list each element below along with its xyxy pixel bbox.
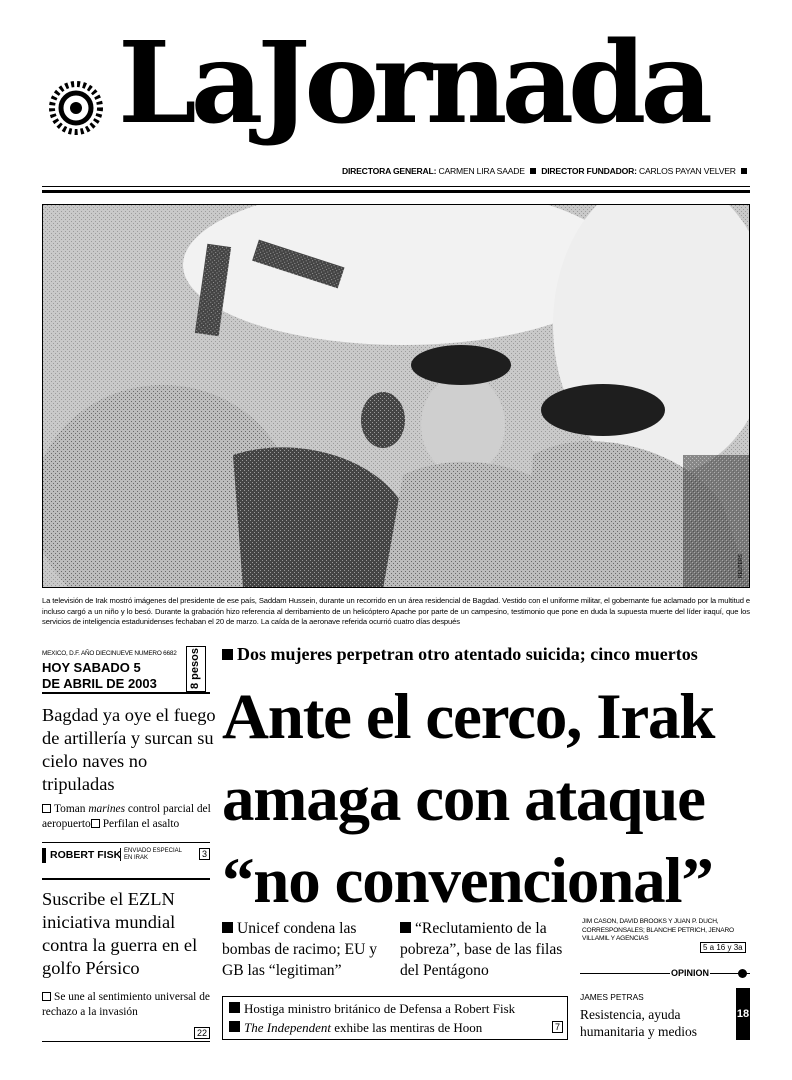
fisk-role-1: ENVIADO ESPECIAL [124, 848, 183, 854]
directora-label: DIRECTORA GENERAL: [341, 166, 437, 176]
date-box [42, 646, 210, 694]
kicker-headline[interactable] [222, 644, 698, 665]
bullet-square-icon [400, 922, 411, 933]
fisk-bar [42, 848, 46, 863]
opinion-dot-icon [738, 969, 747, 978]
opinion-author: JAMES PETRAS [580, 992, 644, 1002]
bagdad-subhead [42, 802, 214, 831]
bagdad-sub-1: Toman [54, 803, 86, 815]
price-box [186, 646, 206, 692]
bullet-box-icon [42, 992, 51, 1001]
opinion-page-number: 18 [736, 1008, 750, 1020]
fisk-byline[interactable] [42, 847, 210, 867]
divider [42, 842, 210, 843]
reclutamiento-text: “Reclutamiento de la pobreza”, base de las filas del Pentágono [400, 920, 563, 979]
masthead-title: LaJornada [118, 18, 707, 149]
bagdad-sub-italic: marines [88, 803, 126, 815]
main-headline[interactable] [222, 676, 750, 922]
fundador-name: CARLOS PAYAN VELVER [638, 166, 736, 176]
story-1-text: Hostiga ministro británico de Defensa a Robert Fisk [244, 1001, 516, 1016]
reclutamiento-headline[interactable] [400, 918, 570, 981]
story-2-page-ref[interactable]: 7 [552, 1021, 563, 1033]
authors-page-ref[interactable]: 5 a 16 y 3a [700, 942, 746, 953]
kicker-text: Dos mujeres perpetran otro atentado suicida; cinco muertos [237, 644, 698, 664]
ezln-headline[interactable]: Suscribe el EZLN iniciativa mundial contra la guerra en el golfo Pérsico [42, 889, 198, 978]
bullet-box-icon [42, 804, 51, 813]
fisk-role-2: EN IRAK [124, 854, 149, 861]
main-headline-line-1: Ante el cerco, Irak [222, 681, 715, 753]
bagdad-headline[interactable]: Bagdad ya oye el fuego de artillería y surcan su cielo naves no tripuladas [42, 705, 216, 794]
opinion-rule [580, 973, 750, 974]
bullet-square-icon [222, 649, 233, 660]
divider [42, 1041, 210, 1042]
bullet-square-icon [222, 922, 233, 933]
ezln-page-ref[interactable]: 22 [194, 1027, 210, 1039]
ezln-sub-text: Se une al sentimiento universal de rechazo a la invasión [42, 991, 210, 1018]
directora-name: CARMEN LIRA SAADE [438, 166, 525, 176]
ezln-subhead [42, 990, 214, 1019]
fisk-page-ref[interactable]: 3 [199, 848, 210, 860]
photo-caption: La televisión de Irak mostró imágenes del presidente de ese país, Saddam Hussein, durante un recorrido en un área residencial de Bagdad. Vestido con el uniforme militar, el gobernante fue aclamado por la multitud e incluso cargó a un niño y lo besó. Durante la grabación hizo referencia al derribamiento de un helicóptero Apache por parte de un campesino, testimonio que pone en duda la supuesta muerte del líder iraquí, que los servicios de inteligencia estadunidenses fechaban el 20 de marzo. La caída de la aeronave referida ocurrió cuatro días después [42, 596, 750, 627]
opinion-page-ref[interactable] [736, 988, 750, 1040]
main-headline-line-2: amaga con ataque [222, 763, 705, 835]
fisk-name: ROBERT FISK [50, 849, 122, 861]
separator-square-icon [530, 168, 536, 174]
authors-byline: JIM CASON, DAVID BROOKS Y JUAN P. DUCH, CORRESPONSALES; BLANCHE PETRICH, JENARO VILLAMIL Y AGENCIAS [582, 918, 734, 943]
story-2-text: exhibe las mentiras de Hoon [331, 1020, 483, 1035]
masthead-rule-thin [42, 186, 750, 187]
price-label: 8 pesos [189, 648, 201, 689]
logo-sun-icon [40, 72, 112, 144]
date-day: HOY SABADO 5 [42, 660, 141, 675]
fisk-role [120, 848, 182, 861]
bullet-square-icon [229, 1002, 240, 1013]
bagdad-sub-3: Perfilan el asalto [102, 817, 180, 830]
main-headline-line-3: “no convencional” [222, 845, 713, 917]
story-2 [229, 1018, 482, 1037]
unicef-headline[interactable] [222, 918, 390, 981]
fundador-label: DIRECTOR FUNDADOR: [541, 166, 637, 176]
opinion-title[interactable]: Resistencia, ayuda humanitaria y medios [580, 1007, 697, 1039]
story-1 [229, 999, 515, 1018]
end-square-icon [741, 168, 747, 174]
front-page-photo [42, 204, 750, 588]
divider [42, 878, 210, 880]
masthead-credits [330, 166, 750, 176]
bullet-box-icon [91, 819, 100, 828]
date-month: DE ABRIL DE 2003 [42, 676, 157, 691]
fisk-story-box[interactable] [222, 996, 568, 1040]
opinion-label: OPINION [671, 968, 710, 978]
bagdad-sub-2: control parcial del aeropuerto [42, 803, 211, 830]
photo-illustration [43, 205, 750, 588]
bullet-square-icon [229, 1021, 240, 1032]
masthead-rule-thick [42, 190, 750, 193]
photo-credit: REUTERS [738, 554, 744, 578]
story-2-italic: The Independent [244, 1020, 332, 1035]
edition-line: MEXICO, D.F. AÑO DIECINUEVE NUMERO 6682 [42, 650, 177, 657]
unicef-text: Unicef condena las bombas de racimo; EU y GB las “legitiman” [222, 920, 378, 979]
